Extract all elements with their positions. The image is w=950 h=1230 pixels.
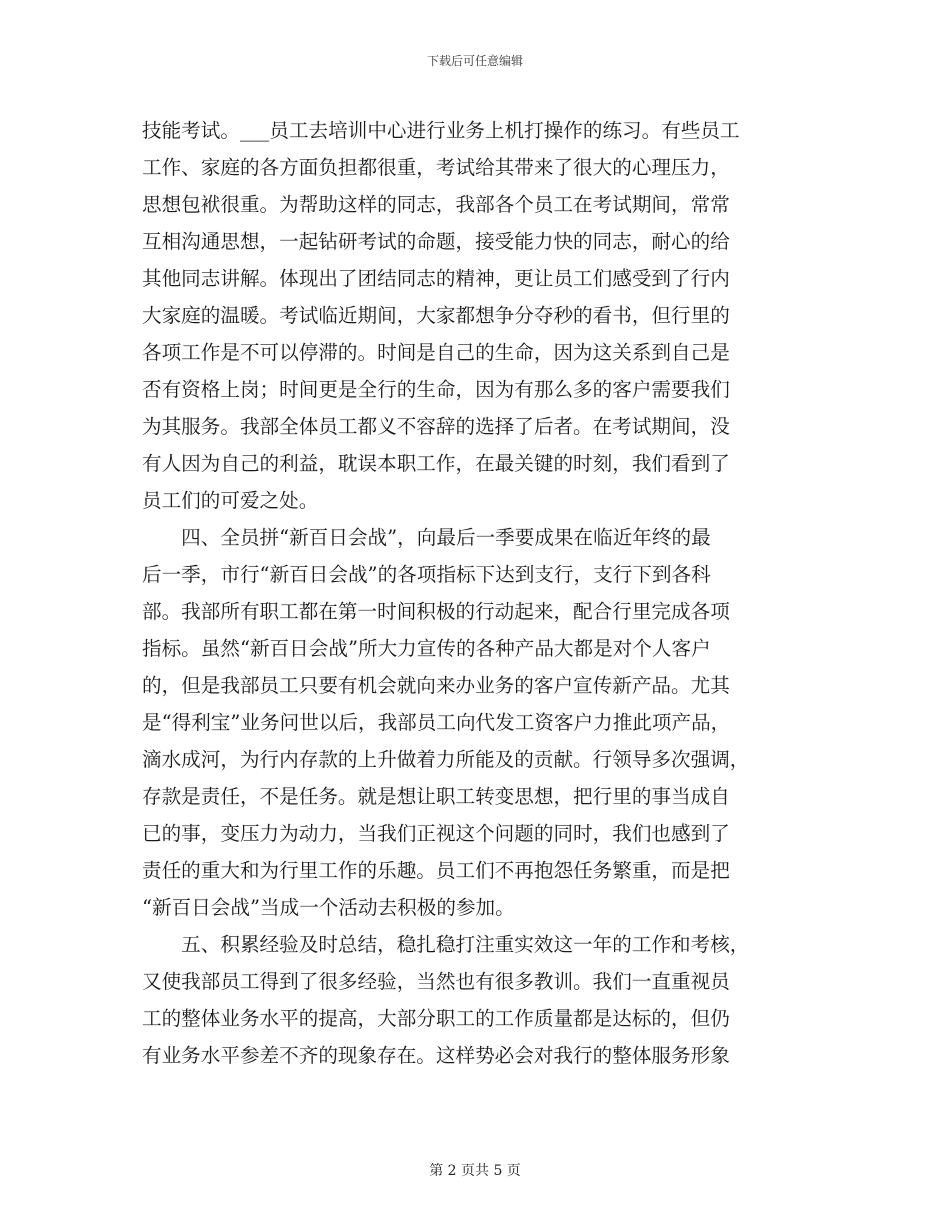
- text-line: 滴水成河，为行内存款的上升做着力所能及的贡献。行领导多次强调，: [142, 748, 750, 771]
- text-line: 部。我部所有职工都在第一时间积极的行动起来，配合行里完成各项: [142, 600, 730, 623]
- text-line: 后一季，市行“新百日会战”的各项指标下达到支行，支行下到各科: [142, 563, 711, 586]
- text-line: “新百日会战”当成一个活动去积极的参加。: [142, 896, 515, 919]
- text-line: 互相沟通思想，一起钻研考试的命题，接受能力快的同志，耐心的给: [142, 230, 730, 253]
- text-line: 指标。虽然“新百日会战”所大力宣传的各种产品大都是对个人客户: [142, 637, 711, 660]
- text-line: 又使我部员工得到了很多经验，当然也有很多教训。我们一直重视员: [142, 970, 730, 993]
- text-line: 否有资格上岗；时间更是全行的生命，因为有那么多的客户需要我们: [142, 378, 730, 401]
- text-line: 为其服务。我部全体员工都义不容辞的选择了后者。在考试期间，没: [142, 415, 730, 438]
- text-line: 有业务水平参差不齐的现象存在。这样势必会对我行的整体服务形象: [142, 1044, 730, 1067]
- text-line: 工作、家庭的各方面负担都很重，考试给其带来了很大的心理压力，: [142, 156, 730, 179]
- text-line: 工的整体业务水平的提高，大部分职工的工作质量都是达标的，但仍: [142, 1007, 730, 1030]
- text-line: 的，但是我部员工只要有机会就向来办业务的客户宣传新产品。尤其: [142, 674, 730, 697]
- text-line: 思想包袱很重。为帮助这样的同志，我部各个员工在考试期间，常常: [142, 193, 730, 216]
- text-line: 责任的重大和为行里工作的乐趣。员工们不再抱怨任务繁重，而是把: [142, 859, 730, 882]
- document-body: [142, 112, 814, 1074]
- section-five-line: 五、积累经验及时总结，稳扎稳打注重实效这一年的工作和考核，: [142, 933, 750, 956]
- text-line: 技能考试。___员工去培训中心进行业务上机打操作的练习。有些员工: [142, 119, 740, 142]
- text-line: 已的事，变压力为动力，当我们正视这个问题的同时，我们也感到了: [142, 822, 730, 845]
- text-line: 是“得利宝”业务问世以后，我部员工向代发工资客户力推此项产品，: [142, 711, 731, 734]
- text-line: 存款是责任，不是任务。就是想让职工转变思想，把行里的事当成自: [142, 785, 730, 808]
- text-line: 其他同志讲解。体现出了团结同志的精神，更让员工们感受到了行内: [142, 267, 730, 290]
- text-line: 大家庭的温暖。考试临近期间，大家都想争分夺秒的看书，但行里的: [142, 304, 730, 327]
- page-header: 下载后可任意编辑: [426, 54, 523, 68]
- text-line: 员工们的可爱之处。: [142, 489, 319, 512]
- text-line: 各项工作是不可以停滞的。时间是自己的生命，因为这关系到自己是: [142, 341, 730, 364]
- section-four-line: 四、全员拼“新百日会战”，向最后一季要成果在临近年终的最: [142, 526, 711, 549]
- page-number: 第 2 页共 5 页: [429, 1163, 521, 1179]
- text-line: 有人因为自己的利益，耽误本职工作，在最关键的时刻，我们看到了: [142, 452, 730, 475]
